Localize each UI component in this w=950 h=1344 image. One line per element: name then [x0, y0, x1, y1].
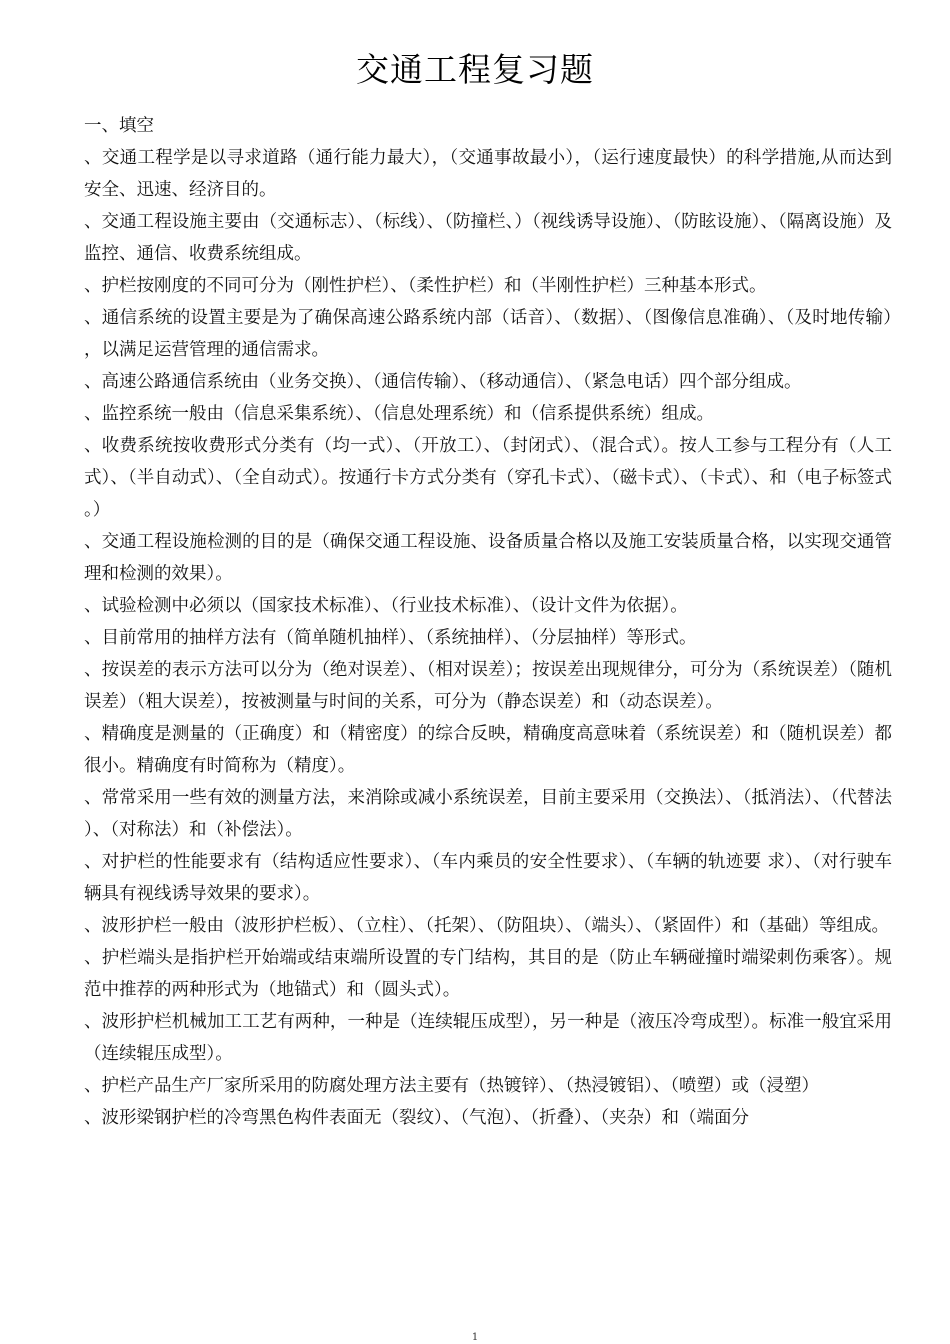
question-item: 、按误差的表示方法可以分为（绝对误差）、（相对误差）；按误差出现规律分，可分为（系统误差）（随机误差）（粗大误差），按被测量与时间的关系，可分为（静态误差）和（动态误差）。: [84, 660, 892, 712]
question-item: 、对护栏的性能要求有（结构适应性要求）、（车内乘员的安全性要求）、（车辆的轨迹要 求）、（对行驶车辆具有视线诱导效果的要求）。: [84, 852, 892, 904]
question-item: 、波形护栏一般由（波形护栏板）、（立柱）、（托架）、（防阻块）、（端头）、（紧固件）和（基础）等组成。: [84, 916, 889, 936]
section-heading: 一、填空: [84, 116, 154, 136]
document-title: 交通工程复习题: [356, 50, 594, 89]
question-item: 、收费系统按收费形式分类有（均一式）、（开放工）、（封闭式）、（混合式）。按人工参与工程分有（人工式）、（半自动式）、（全自动式）。按通行卡方式分类有（穿孔卡式）、（磁卡式）、（卡式）、和（电子标签式。）: [84, 436, 892, 520]
question-item: 、精确度是测量的（正确度）和（精密度）的综合反映，精确度高意味着（系统误差）和（随机误差）都很小。精确度有时简称为（精度）。: [84, 724, 892, 776]
question-item: 、护栏按刚度的不同可分为（刚性护栏）、（柔性护栏）和（半刚性护栏）三种基本形式。: [84, 276, 767, 296]
question-item: 、通信系统的设置主要是为了确保高速公路系统内部（话音）、（数据）、（图像信息准确）、（及时地传输），以满足运营管理的通信需求。: [84, 308, 892, 360]
question-item: 、目前常用的抽样方法有（简单随机抽样）、（系统抽样）、（分层抽样）等形式。: [84, 628, 697, 648]
question-item: 、交通工程设施检测的目的是（确保交通工程设施、设备质量合格以及施工安装质量合格，以实现交通管理和检测的效果）。: [84, 532, 892, 584]
question-item: 、护栏产品生产厂家所采用的防腐处理方法主要有（热镀锌）、（热浸镀铝）、（喷塑）或（浸塑）: [84, 1076, 819, 1096]
question-item: 、监控系统一般由（信息采集系统）、（信息处理系统）和（信系提供系统）组成。: [84, 404, 714, 424]
page-number: 1: [471, 1332, 479, 1343]
question-item: 、波形梁钢护栏的冷弯黑色构件表面无（裂纹）、（气泡）、（折叠）、（夹杂）和（端面分: [84, 1108, 749, 1128]
document-body: [84, 110, 892, 1134]
question-item: 、波形护栏机械加工工艺有两种，一种是（连续辊压成型），另一种是（液压冷弯成型）。标准一般宜采用（连续辊压成型）。: [84, 1012, 892, 1064]
question-item: 、试验检测中必须以（国家技术标准）、（行业技术标准）、（设计文件为依据）。: [84, 596, 688, 616]
question-item: 、交通工程设施主要由（交通标志）、（标线）、（防撞栏、）（视线诱导设施）、（防眩设施）、（隔离设施）及监控、通信、收费系统组成。: [84, 212, 892, 264]
question-item: 、交通工程学是以寻求道路（通行能力最大），（交通事故最小），（运行速度最快）的科学措施,从而达到安全、迅速、经济目的。: [84, 148, 892, 200]
question-item: 、高速公路通信系统由（业务交换）、（通信传输）、（移动通信）、（紧急电话）四个部分组成。: [84, 372, 802, 392]
question-item: 、护栏端头是指护栏开始端或结束端所设置的专门结构，其目的是（防止车辆碰撞时端梁刺伤乘客）。规范中推荐的两种形式为（地锚式）和（圆头式）。: [84, 948, 892, 1000]
question-item: 、常常采用一些有效的测量方法，来消除或减小系统误差，目前主要采用（交换法）、（抵消法）、（代替法）、（对称法）和（补偿法）。: [84, 788, 892, 840]
